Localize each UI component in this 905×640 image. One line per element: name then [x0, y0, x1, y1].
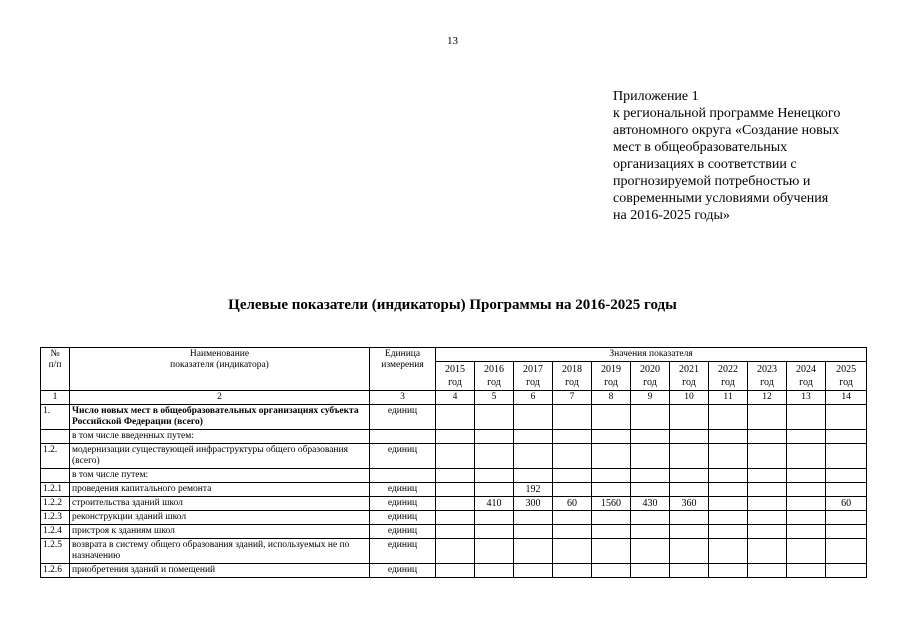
value-cell	[592, 469, 631, 483]
column-number-cell: 6	[514, 391, 553, 405]
appendix-line: прогнозируемой потребностью и	[613, 174, 811, 189]
appendix-note	[613, 88, 883, 224]
indicator-name-cell: Число новых мест в общеобразовательных организациях субъекта Российской Федерации (всего)	[70, 405, 370, 430]
year-header-cell	[670, 362, 709, 391]
value-cell	[670, 444, 709, 469]
value-cell	[748, 405, 787, 430]
appendix-line: на 2016-2025 годы»	[613, 208, 730, 223]
column-number-cell: 3	[370, 391, 436, 405]
value-cell	[475, 511, 514, 525]
column-number-cell: 2	[70, 391, 370, 405]
value-cell	[436, 483, 475, 497]
value-cell	[592, 564, 631, 578]
unit-cell: единиц	[370, 405, 436, 430]
column-number-cell: 5	[475, 391, 514, 405]
table-row	[41, 511, 867, 525]
value-cell	[709, 483, 748, 497]
column-number-cell: 13	[787, 391, 826, 405]
row-number-cell: 1.2.3	[41, 511, 70, 525]
value-cell	[514, 525, 553, 539]
value-cell	[553, 483, 592, 497]
indicator-name-cell: пристроя к зданиям школ	[70, 525, 370, 539]
value-cell	[592, 511, 631, 525]
value-cell	[748, 564, 787, 578]
value-cell	[514, 430, 553, 444]
indicator-name-cell: реконструкции зданий школ	[70, 511, 370, 525]
value-cell	[553, 469, 592, 483]
unit-cell: единиц	[370, 539, 436, 564]
value-cell: 60	[553, 497, 592, 511]
unit-cell: единиц	[370, 511, 436, 525]
value-cell	[709, 430, 748, 444]
table-row	[41, 469, 867, 483]
value-cell: 410	[475, 497, 514, 511]
value-cell	[748, 469, 787, 483]
indicator-name-cell: в том числе путем:	[70, 469, 370, 483]
value-cell	[787, 539, 826, 564]
column-number-cell: 12	[748, 391, 787, 405]
value-cell	[709, 539, 748, 564]
year-label: год	[565, 377, 579, 388]
indicator-name-cell: строительства зданий школ	[70, 497, 370, 511]
year-label: год	[604, 377, 618, 388]
value-cell	[709, 444, 748, 469]
year-label: год	[643, 377, 657, 388]
value-cell	[670, 564, 709, 578]
value-cell	[709, 564, 748, 578]
year-value: 2019	[601, 364, 621, 375]
value-cell	[709, 511, 748, 525]
value-cell	[787, 525, 826, 539]
table-row	[41, 497, 867, 511]
value-cell	[631, 444, 670, 469]
value-cell	[436, 405, 475, 430]
value-cell	[592, 539, 631, 564]
column-number-cell: 4	[436, 391, 475, 405]
value-cell	[475, 444, 514, 469]
year-value: 2017	[523, 364, 543, 375]
year-header-cell	[592, 362, 631, 391]
column-number-cell: 9	[631, 391, 670, 405]
header-num-cell	[41, 348, 70, 391]
year-value: 2024	[796, 364, 816, 375]
value-cell	[592, 483, 631, 497]
year-value: 2020	[640, 364, 660, 375]
row-number-cell: 1.2.4	[41, 525, 70, 539]
column-number-cell: 8	[592, 391, 631, 405]
column-number-cell: 11	[709, 391, 748, 405]
indicator-name-cell: проведения капитального ремонта	[70, 483, 370, 497]
value-cell	[475, 564, 514, 578]
header-name-line: показателя (индикатора)	[170, 360, 269, 370]
value-cell	[475, 430, 514, 444]
column-number-cell: 10	[670, 391, 709, 405]
value-cell	[631, 405, 670, 430]
value-cell	[709, 497, 748, 511]
table-row	[41, 539, 867, 564]
year-header-cell	[553, 362, 592, 391]
unit-cell: единиц	[370, 497, 436, 511]
value-cell	[553, 539, 592, 564]
value-cell	[631, 430, 670, 444]
value-cell	[787, 511, 826, 525]
value-cell	[514, 564, 553, 578]
value-cell	[631, 525, 670, 539]
year-label: год	[448, 377, 462, 388]
value-cell	[514, 469, 553, 483]
value-cell	[826, 511, 867, 525]
value-cell	[709, 469, 748, 483]
value-cell	[826, 405, 867, 430]
indicator-name-cell: возврата в систему общего образования зданий, используемых не по назначению	[70, 539, 370, 564]
year-value: 2021	[679, 364, 699, 375]
value-cell	[631, 511, 670, 525]
value-cell	[475, 525, 514, 539]
year-header-cell	[631, 362, 670, 391]
year-header-cell	[826, 362, 867, 391]
value-cell	[631, 483, 670, 497]
appendix-line: автономного округа «Создание новых	[613, 123, 840, 138]
year-header-cell	[709, 362, 748, 391]
value-cell	[553, 511, 592, 525]
value-cell: 60	[826, 497, 867, 511]
header-unit-line: измерения	[381, 360, 424, 370]
value-cell	[787, 430, 826, 444]
header-unit-cell	[370, 348, 436, 391]
value-cell	[514, 511, 553, 525]
year-label: год	[487, 377, 501, 388]
document-title: Целевые показатели (индикаторы) Программы на 2016-2025 годы	[228, 297, 677, 313]
year-label: год	[839, 377, 853, 388]
year-header-cell	[748, 362, 787, 391]
value-cell	[826, 430, 867, 444]
value-cell: 430	[631, 497, 670, 511]
value-cell	[670, 483, 709, 497]
value-cell: 360	[670, 497, 709, 511]
value-cell	[553, 525, 592, 539]
table-row	[41, 444, 867, 469]
value-cell: 1560	[592, 497, 631, 511]
indicator-name-cell: в том числе введенных путем:	[70, 430, 370, 444]
table-row	[41, 564, 867, 578]
indicator-name-cell: модернизации существующей инфраструктуры общего образования (всего)	[70, 444, 370, 469]
unit-cell	[370, 430, 436, 444]
value-cell	[748, 444, 787, 469]
value-cell	[592, 525, 631, 539]
indicator-name-cell: приобретения зданий и помещений	[70, 564, 370, 578]
header-unit-line: Единица	[384, 349, 421, 359]
value-cell	[670, 539, 709, 564]
year-value: 2022	[718, 364, 738, 375]
value-cell	[631, 564, 670, 578]
value-cell	[475, 539, 514, 564]
value-cell	[709, 525, 748, 539]
value-cell	[748, 525, 787, 539]
value-cell	[436, 511, 475, 525]
table-row	[41, 525, 867, 539]
value-cell	[436, 564, 475, 578]
value-cell	[514, 539, 553, 564]
year-header-cell	[475, 362, 514, 391]
row-number-cell	[41, 430, 70, 444]
value-cell	[787, 469, 826, 483]
unit-cell: единиц	[370, 525, 436, 539]
value-cell	[553, 444, 592, 469]
value-cell	[787, 444, 826, 469]
value-cell	[709, 405, 748, 430]
year-value: 2025	[836, 364, 857, 375]
value-cell	[553, 405, 592, 430]
row-number-cell	[41, 469, 70, 483]
value-cell	[748, 539, 787, 564]
year-value: 2018	[562, 364, 582, 375]
value-cell	[631, 539, 670, 564]
row-number-cell: 1.	[41, 405, 70, 430]
value-cell	[748, 511, 787, 525]
row-number-cell: 1.2.2	[41, 497, 70, 511]
appendix-line: Приложение 1	[613, 89, 699, 104]
value-cell	[787, 497, 826, 511]
value-cell	[436, 430, 475, 444]
year-header-cell	[787, 362, 826, 391]
value-cell	[826, 564, 867, 578]
value-cell	[826, 469, 867, 483]
value-cell	[826, 444, 867, 469]
year-label: год	[526, 377, 540, 388]
value-cell	[670, 430, 709, 444]
value-cell	[475, 469, 514, 483]
value-cell	[748, 430, 787, 444]
column-number-cell: 1	[41, 391, 70, 405]
value-cell	[787, 405, 826, 430]
row-number-cell: 1.2.6	[41, 564, 70, 578]
year-value: 2023	[757, 364, 777, 375]
value-cell	[748, 497, 787, 511]
year-header-cell	[514, 362, 553, 391]
value-cell	[826, 525, 867, 539]
value-cell	[436, 525, 475, 539]
unit-cell: единиц	[370, 483, 436, 497]
value-cell	[787, 564, 826, 578]
value-cell	[436, 539, 475, 564]
value-cell	[514, 444, 553, 469]
value-cell	[787, 483, 826, 497]
value-cell	[553, 430, 592, 444]
value-cell	[670, 511, 709, 525]
value-cell	[670, 525, 709, 539]
value-cell: 192	[514, 483, 553, 497]
page-number: 13	[447, 35, 458, 47]
header-num-line: №	[50, 349, 60, 359]
value-cell	[826, 483, 867, 497]
value-cell	[670, 405, 709, 430]
indicators-table	[40, 347, 867, 578]
header-name-cell	[70, 348, 370, 391]
appendix-line: к региональной программе Ненецкого	[613, 106, 841, 121]
unit-cell: единиц	[370, 564, 436, 578]
value-cell	[592, 430, 631, 444]
value-cell	[436, 444, 475, 469]
appendix-line: организациях в соответствии с	[613, 157, 797, 172]
column-number-cell: 7	[553, 391, 592, 405]
unit-cell	[370, 469, 436, 483]
value-cell	[631, 469, 670, 483]
column-number-cell: 14	[826, 391, 867, 405]
header-name-line: Наименование	[189, 349, 250, 359]
row-number-cell: 1.2.	[41, 444, 70, 469]
row-number-cell: 1.2.5	[41, 539, 70, 564]
appendix-line: мест в общеобразовательных	[613, 140, 788, 155]
value-cell	[436, 469, 475, 483]
table-row	[41, 405, 867, 430]
table-row	[41, 483, 867, 497]
year-header-cell	[436, 362, 475, 391]
header-values-cell: Значения показателя	[436, 348, 867, 362]
year-label: год	[721, 377, 735, 388]
value-cell	[436, 497, 475, 511]
appendix-line: современными условиями обучения	[613, 191, 829, 206]
value-cell	[592, 444, 631, 469]
value-cell	[475, 405, 514, 430]
value-cell: 300	[514, 497, 553, 511]
year-value: 2015	[445, 364, 465, 375]
table-row	[41, 430, 867, 444]
row-number-cell: 1.2.1	[41, 483, 70, 497]
header-num-line: п/п	[48, 360, 62, 370]
value-cell	[475, 483, 514, 497]
value-cell	[826, 539, 867, 564]
value-cell	[592, 405, 631, 430]
year-label: год	[799, 377, 813, 388]
year-label: год	[682, 377, 696, 388]
value-cell	[514, 405, 553, 430]
value-cell	[670, 469, 709, 483]
value-cell	[553, 564, 592, 578]
year-label: год	[760, 377, 774, 388]
year-value: 2016	[484, 364, 504, 375]
value-cell	[748, 483, 787, 497]
unit-cell: единиц	[370, 444, 436, 469]
